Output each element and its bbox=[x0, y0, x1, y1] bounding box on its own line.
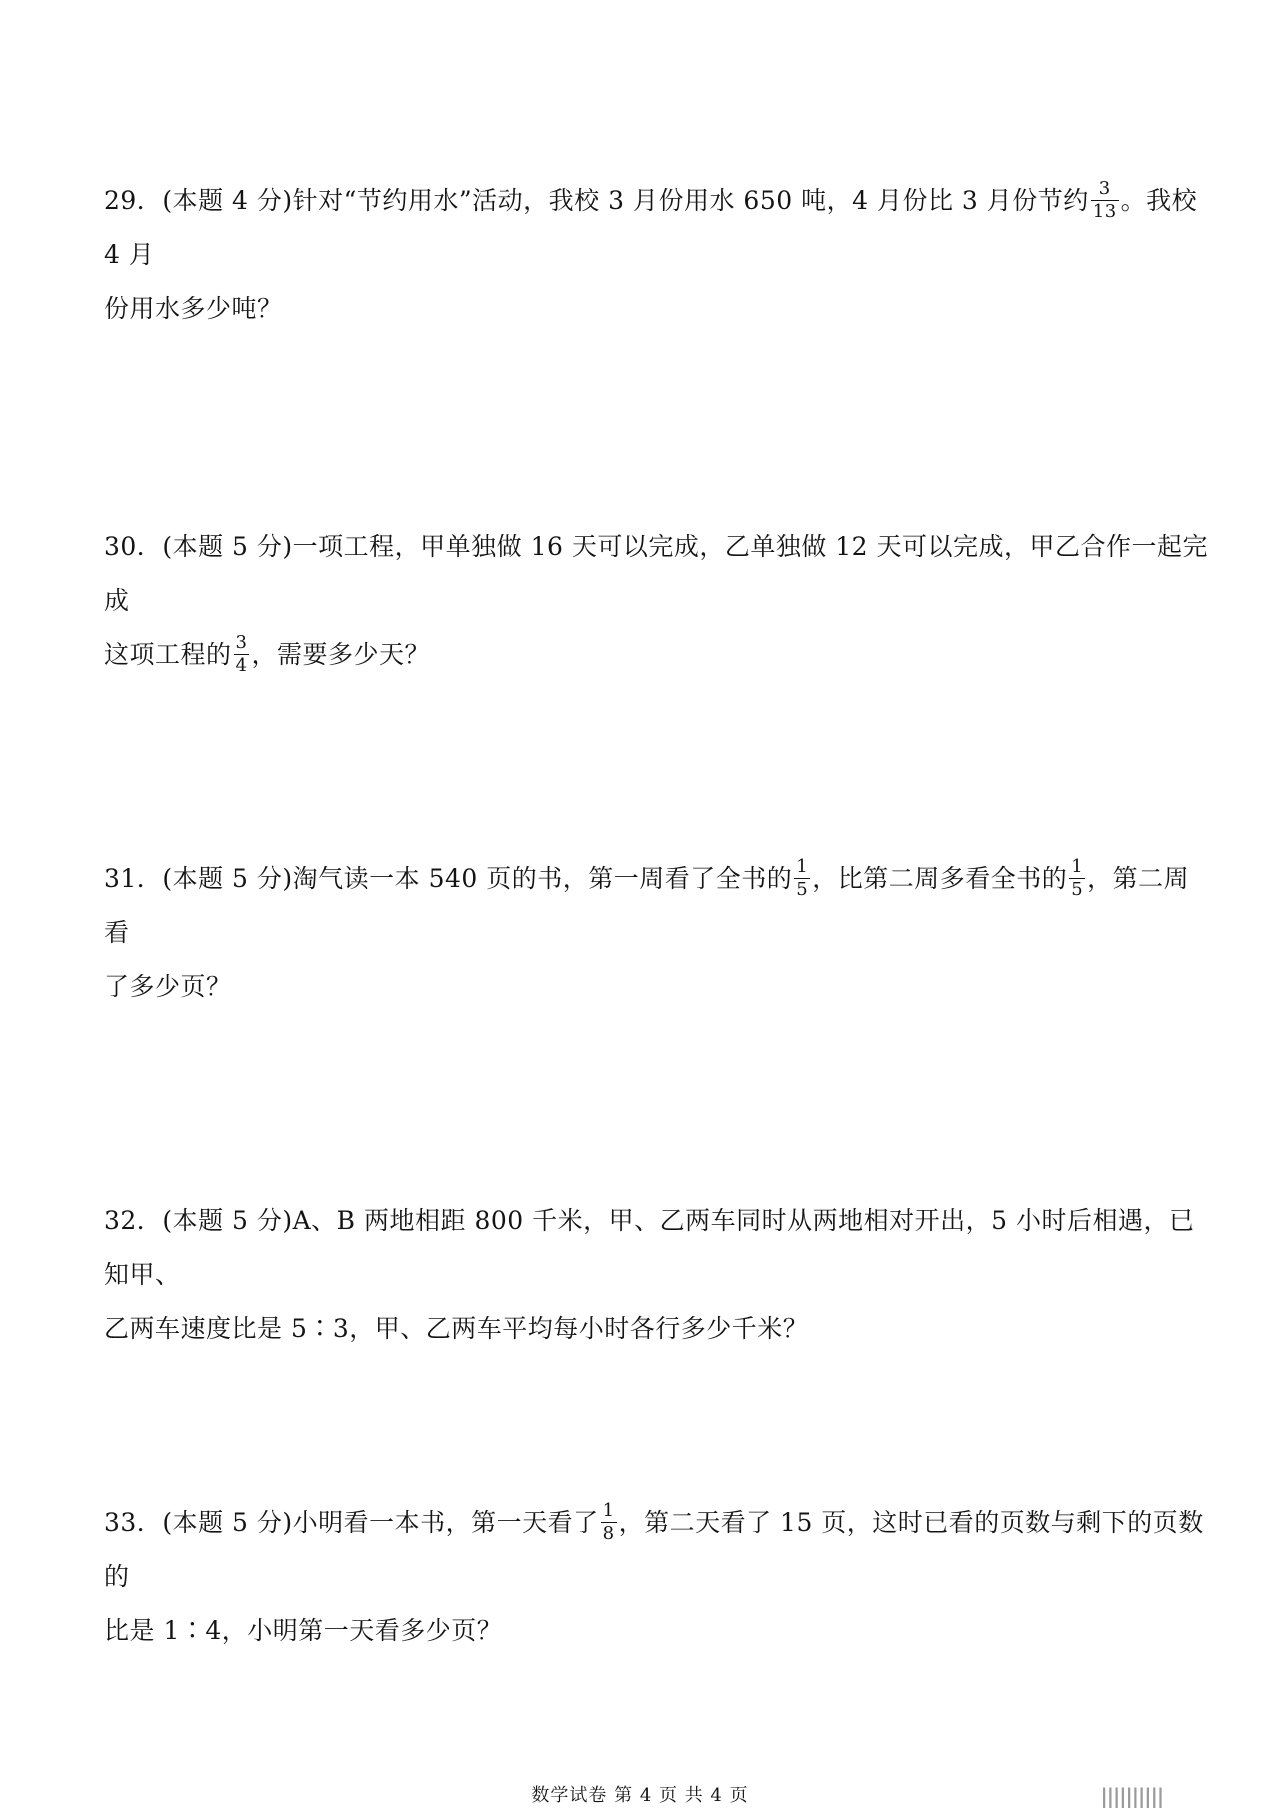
fraction-denominator: 4 bbox=[235, 655, 248, 676]
fraction bbox=[601, 1501, 617, 1544]
page-footer: 数学试卷 第 4 页 共 4 页 bbox=[531, 1785, 749, 1806]
question-29-line-2: 份用水多少吨？ bbox=[104, 294, 283, 323]
question-30-line-1 bbox=[104, 520, 1214, 628]
question-31-line-2: 了多少页？ bbox=[104, 972, 232, 1001]
question-32-line-2: 乙两车速度比是 5∶3，甲、乙两车平均每小时各行多少千米？ bbox=[104, 1314, 809, 1343]
fraction-numerator: 3 bbox=[235, 632, 248, 653]
question-points: (本题 5 分) bbox=[162, 1206, 293, 1235]
question-32-line-1 bbox=[104, 1194, 1214, 1302]
question-30-line-2 bbox=[104, 628, 1214, 682]
question-30 bbox=[104, 520, 1214, 682]
fraction bbox=[794, 857, 810, 900]
question-points: (本题 5 分) bbox=[162, 532, 293, 561]
question-33 bbox=[104, 1496, 1214, 1658]
fraction-numerator: 1 bbox=[1071, 856, 1084, 877]
fraction bbox=[1069, 857, 1085, 900]
fraction-numerator: 1 bbox=[796, 856, 809, 877]
question-text: 淘气读一本 540 页的书，第一周看了全书的 bbox=[292, 864, 793, 893]
fraction bbox=[234, 633, 250, 676]
question-number: 30． bbox=[104, 532, 163, 561]
question-31-line-1 bbox=[104, 852, 1214, 960]
fraction-denominator: 5 bbox=[796, 879, 809, 900]
question-29-line-1 bbox=[104, 174, 1214, 282]
question-points: (本题 5 分) bbox=[162, 864, 293, 893]
question-points: (本题 4 分) bbox=[162, 186, 293, 215]
question-33-line-2: 比是 1∶4，小明第一天看多少页？ bbox=[104, 1616, 503, 1645]
question-text: 。我校 4 月 bbox=[104, 186, 1198, 269]
question-text: ，需要多少天？ bbox=[251, 640, 430, 669]
question-text: 一项工程，甲单独做 16 天可以完成，乙单独做 12 天可以完成，甲乙合作一起完成 bbox=[104, 532, 1209, 615]
question-text: ，第二周看 bbox=[104, 864, 1190, 947]
question-33-line-1 bbox=[104, 1496, 1214, 1604]
question-text: A、B 两地相距 800 千米，甲、乙两车同时从两地相对开出，5 小时后相遇，已知甲、 bbox=[104, 1206, 1195, 1289]
question-number: 31． bbox=[104, 864, 163, 893]
fraction-numerator: 1 bbox=[602, 1500, 615, 1521]
question-29 bbox=[104, 174, 1214, 336]
fraction-numerator: 3 bbox=[1091, 179, 1119, 201]
question-text: 针对“节约用水”活动，我校 3 月份用水 650 吨，4 月份比 3 月份节约 bbox=[292, 186, 1089, 215]
question-31 bbox=[104, 852, 1214, 1014]
question-points: (本题 5 分) bbox=[162, 1508, 293, 1537]
question-text: 这项工程的 bbox=[104, 640, 232, 669]
question-text: 小明看一本书，第一天看了 bbox=[292, 1508, 599, 1537]
question-number: 32． bbox=[104, 1206, 163, 1235]
fraction-denominator: 13 bbox=[1092, 201, 1117, 222]
fraction bbox=[1091, 179, 1119, 222]
question-number: 29． bbox=[104, 186, 163, 215]
fraction-denominator: 8 bbox=[602, 1523, 615, 1544]
question-text: ，比第二周多看全书的 bbox=[812, 864, 1068, 893]
watermark-marks: ǀǀǀǀǀǀǀǀǀǀ bbox=[1100, 1782, 1163, 1815]
question-32 bbox=[104, 1194, 1214, 1356]
question-text: ，第二天看了 15 页，这时已看的页数与剩下的页数的 bbox=[104, 1508, 1204, 1591]
fraction-denominator: 5 bbox=[1071, 879, 1084, 900]
question-number: 33． bbox=[104, 1508, 163, 1537]
